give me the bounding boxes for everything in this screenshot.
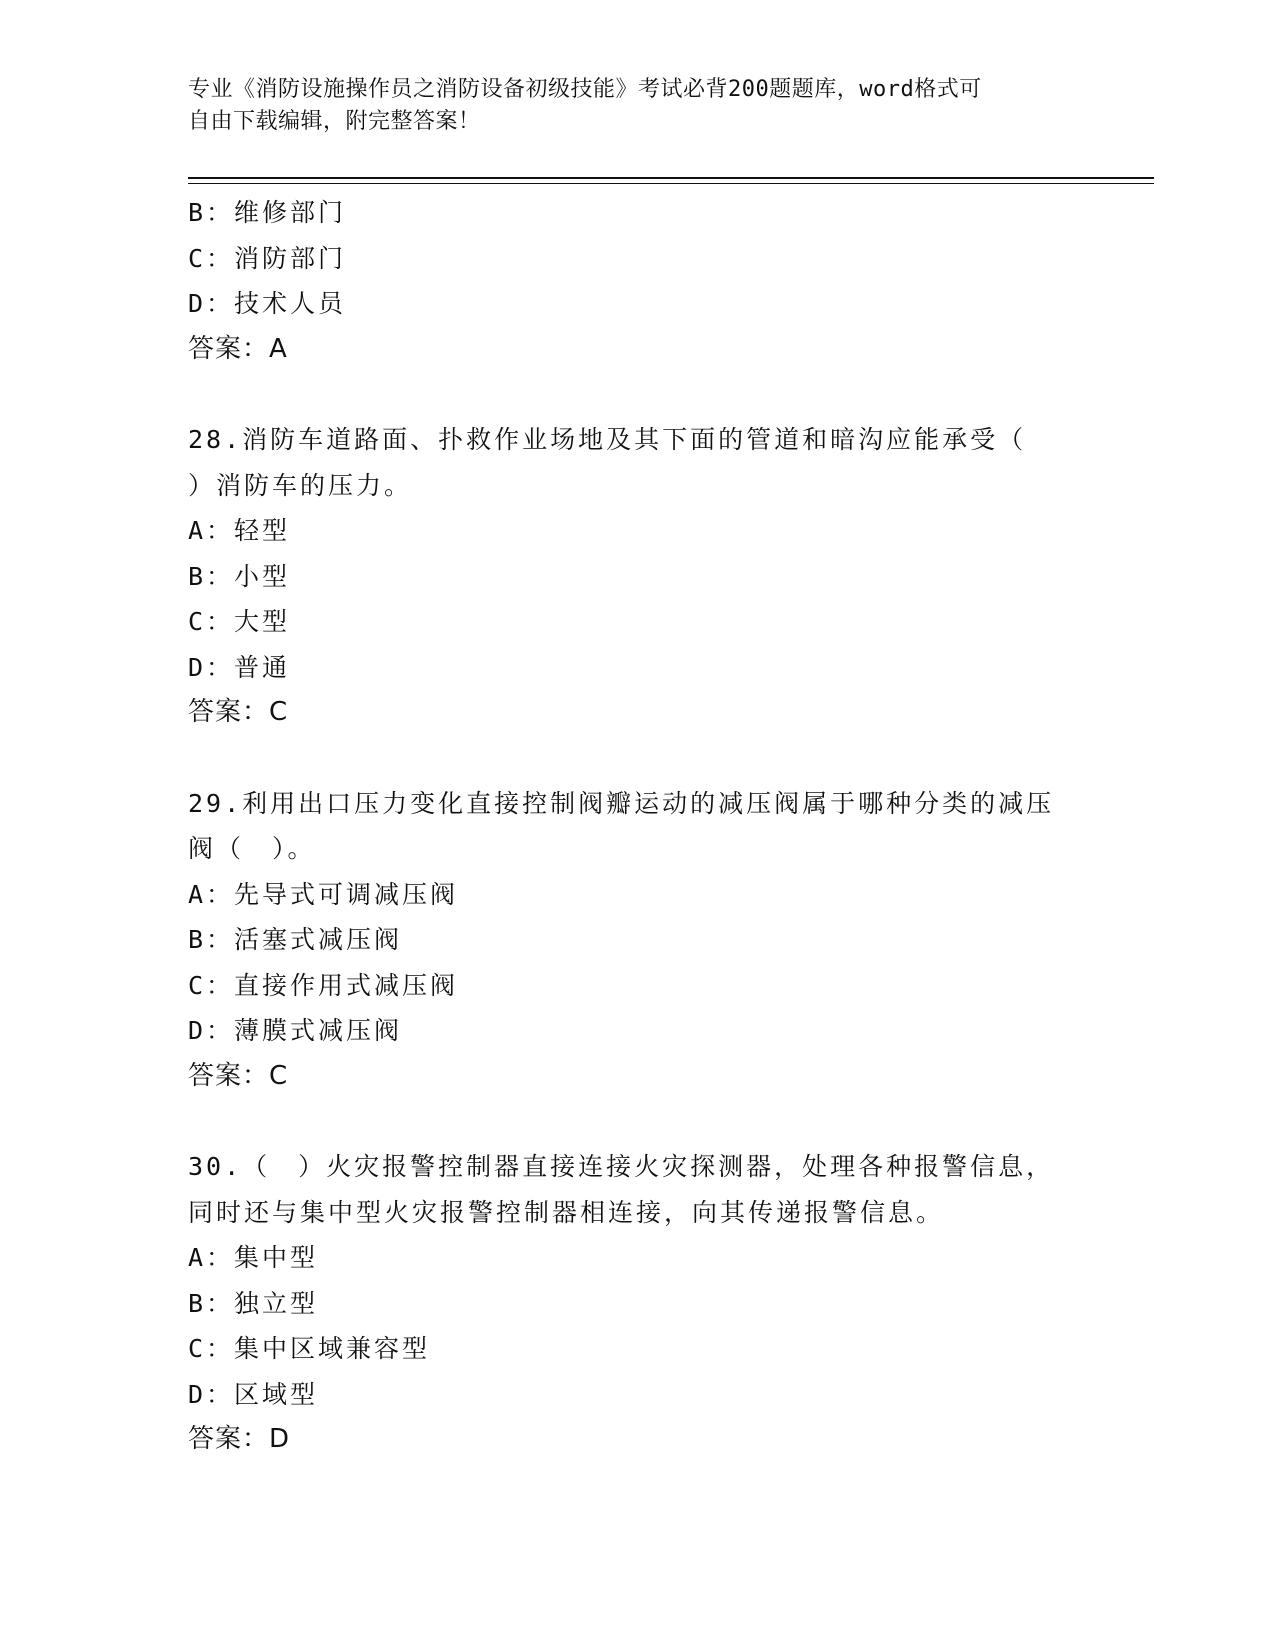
spacer (188, 736, 1088, 781)
answer-line: 答案：D (188, 1424, 291, 1454)
option-c: C：直接作用式减压阀 (188, 970, 459, 1000)
question-stem-line-2: ）消防车的压力。 (188, 470, 413, 500)
question-28 (188, 417, 1088, 736)
option-b: B：独立型 (188, 1288, 319, 1318)
document-header (188, 74, 1068, 138)
answer-line: 答案：A (188, 333, 288, 364)
header-line-2: 自由下载编辑，附完整答案！ (188, 109, 481, 134)
question-content (188, 190, 1088, 1463)
option-d: D：薄膜式减压阀 (188, 1016, 403, 1045)
option-a: A：集中型 (188, 1243, 319, 1272)
option-a: A：先导式可调减压阀 (188, 879, 459, 909)
answer-line: 答案：C (188, 1060, 289, 1091)
option-d: D：区域型 (188, 1379, 319, 1409)
question-29 (188, 781, 1088, 1100)
header-divider-thick (188, 177, 1154, 179)
option-a: A：轻型 (188, 516, 291, 545)
option-b: B：活塞式减压阀 (188, 925, 403, 954)
spacer (188, 372, 1088, 417)
question-stem-line-1: 30.（ ）火灾报警控制器直接连接火灾探测器，处理各种报警信息， (188, 1152, 1055, 1181)
spacer (188, 1099, 1088, 1144)
option-b: B：小型 (188, 561, 291, 591)
option-c: C：大型 (188, 607, 291, 636)
question-stem-line-1: 29.利用出口压力变化直接控制阀瓣运动的减压阀属于哪种分类的减压 (188, 788, 1055, 818)
header-divider-thin (188, 183, 1154, 184)
option-d: D：技术人员 (188, 289, 347, 318)
question-stem-line-1: 28.消防车道路面、扑救作业场地及其下面的管道和暗沟应能承受（ (188, 425, 1027, 454)
question-stem-line-2: 阀（ ）。 (188, 834, 316, 863)
question-fragment (188, 190, 1088, 372)
option-b: B：维修部门 (188, 198, 347, 227)
option-d: D：普通 (188, 652, 291, 682)
question-30 (188, 1144, 1088, 1463)
question-stem-line-2: 同时还与集中型火灾报警控制器相连接，向其传递报警信息。 (188, 1197, 945, 1227)
header-line-1: 专业《消防设施操作员之消防设备初级技能》考试必背200题题库，word格式可 (188, 77, 982, 102)
answer-line: 答案：C (188, 697, 289, 727)
option-c: C：消防部门 (188, 243, 347, 273)
option-c: C：集中区域兼容型 (188, 1334, 431, 1363)
